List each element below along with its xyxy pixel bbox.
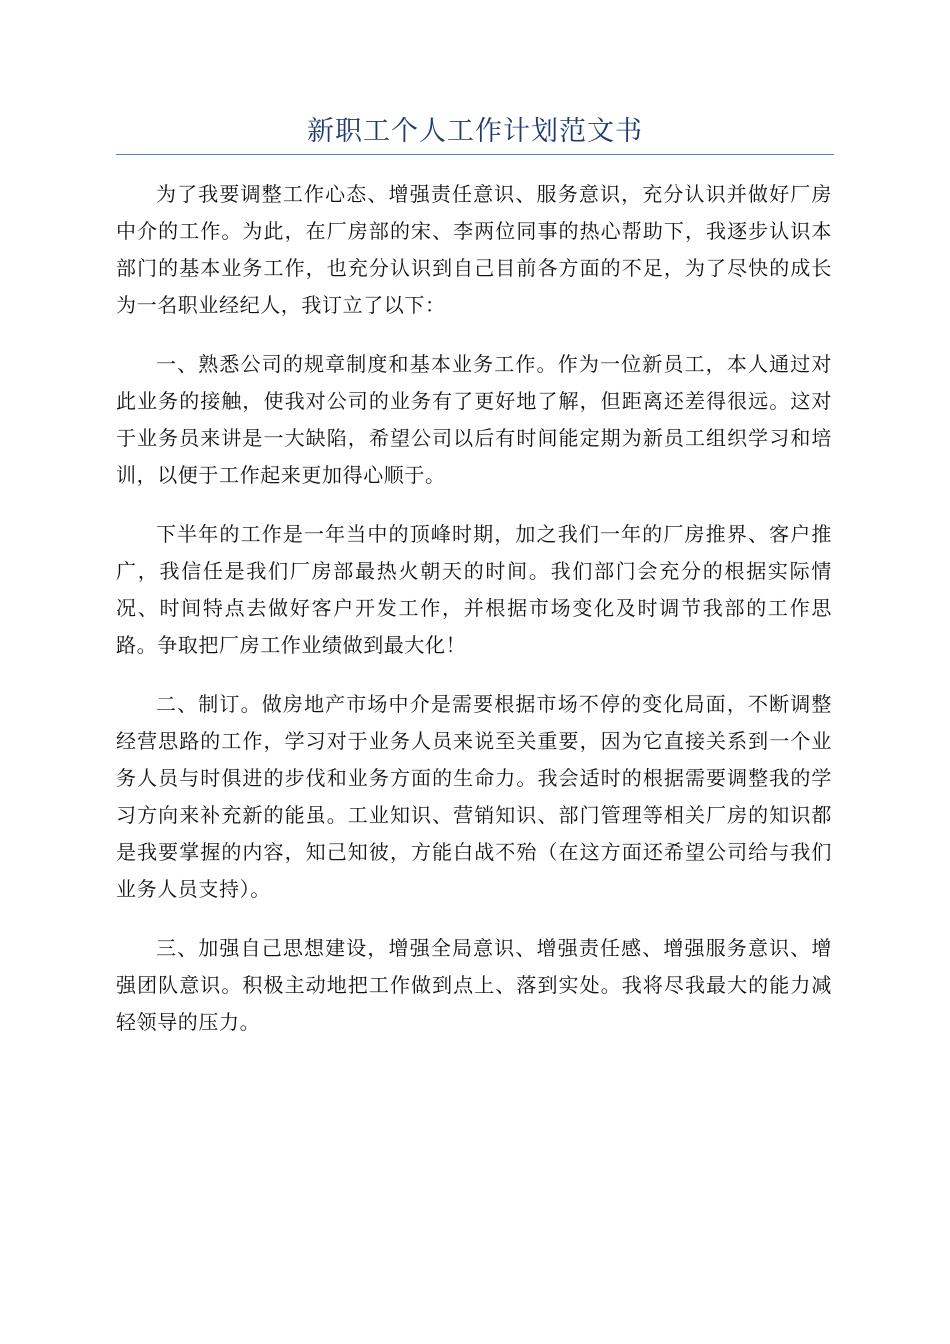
- paragraph-section-2: 二、制订。做房地产市场中介是需要根据市场不停的变化局面，不断调整经营思路的工作，学习对于业务人员来说至关重要，因为它直接关系到一个业务人员与时俱进的步伐和业务方面的生命力。我会适时的根据需要调整我的学习方向来补充新的能虽。工业知识、营销知识、部门管理等相关厂房的知识都是我要掌握的内容，知己知彼，方能白战不殆（在这方面还希望公司给与我们业务人员支持）。: [116, 692, 832, 901]
- paragraph-section-1: 一、熟悉公司的规章制度和基本业务工作。作为一位新员工，本人通过对此业务的接触，使我对公司的业务有了更好地了解，但距离还差得很远。这对于业务员来讲是一大缺陷，希望公司以后有时间能定期为新员工组织学习和培训，以便于工作起来更加得心顺于。: [116, 352, 832, 487]
- paragraph-second-half-year: 下半年的工作是一年当中的顶峰时期，加之我们一年的厂房推界、客户推广，我信任是我们厂房部最热火朝天的时间。我们部门会充分的根据实际情况、时间特点去做好客户开发工作，并根据市场变化及时调节我部的工作思路。争取把厂房工作业绩做到最大化！: [116, 522, 832, 657]
- document-title: 新职工个人工作计划范文书: [307, 116, 643, 147]
- paragraph-section-3: 三、加强自己思想建设，增强全局意识、增强责任感、增强服务意识、增强团队意识。积极主动地把工作做到点上、落到实处。我将尽我最大的能力减轻领导的压力。: [116, 936, 832, 1034]
- title-underline: [116, 154, 834, 155]
- document-body: [116, 176, 832, 1063]
- paragraph-intro: 为了我要调整工作心态、增强责任意识、服务意识，充分认识并做好厂房中介的工作。为此，在厂房部的宋、李两位同事的热心帮助下，我逐步认识本部门的基本业务工作，也充分认识到自己目前各方面的不足，为了尽快的成长为一名职业经纪人，我订立了以下：: [116, 182, 832, 317]
